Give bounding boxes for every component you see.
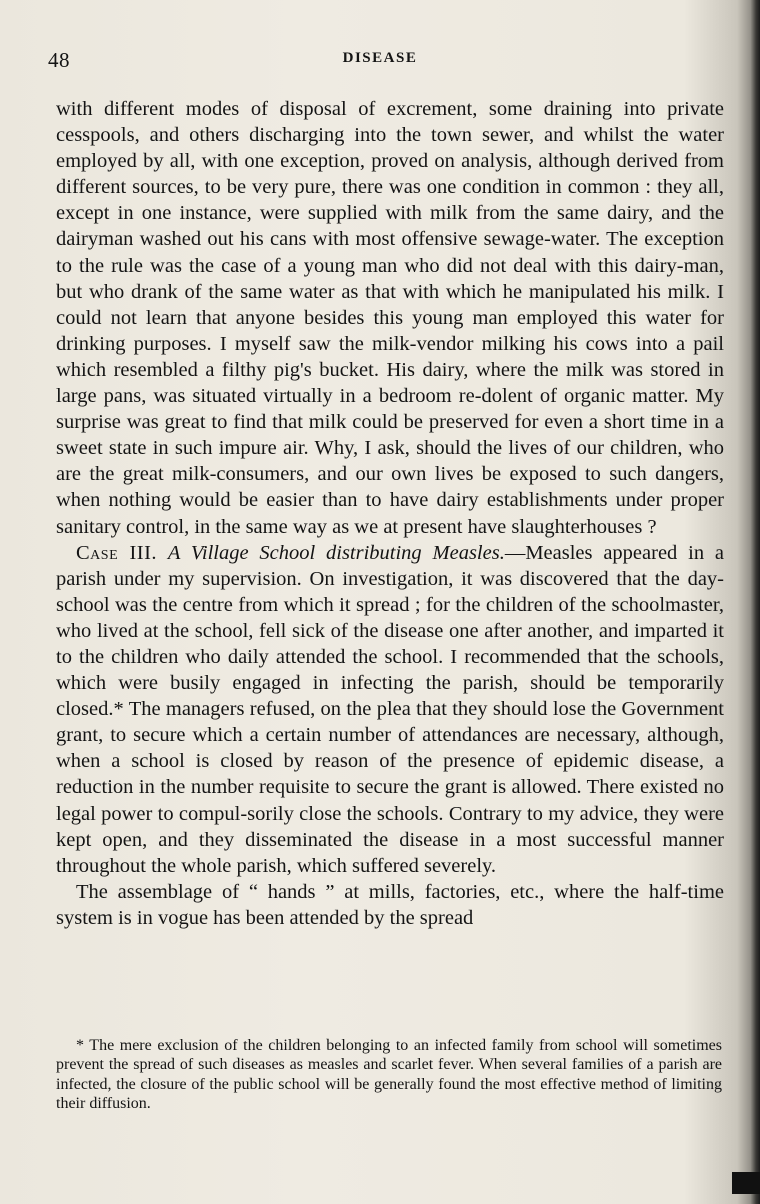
footnote (56, 1036, 722, 1114)
paragraph-case-iii (56, 540, 724, 879)
case-title: A Village School distributing Measles. (167, 541, 505, 564)
page-edge-shadow (750, 0, 760, 1204)
running-head: DISEASE (342, 50, 418, 66)
paragraph: The assemblage of “ hands ” at mills, factories, etc., where the half-time system is in vogue has been attended by the spread (56, 880, 724, 929)
binding-mark (732, 1172, 760, 1194)
paragraph-text: —Measles appeared in a parish under my supervision. On investigation, it was discovered that the day-school was the centre from which it spread ; for the children of the schoolmaster, who lived at the school, fell sick of the disease one after another, and imparted it to the children who daily attended the school. I recommended that the schools, which were busily engaged in infecting the parish, should be temporarily closed.* The managers refused, on the plea that they should lose the Government grant, to secure which a certain number of attendances are necessary, although, when a school is closed by reason of the presence of epidemic disease, a reduction in the number requisite to secure the grant is allowed. There existed no legal power to compul-sorily close the schools. Contrary to my advice, they were kept open, and they disseminated the disease in a most successful manner throughout the whole parish, which suffered severely. (56, 541, 724, 877)
paragraph: with different modes of disposal of excrement, some draining into private cesspools, and others discharging into the town sewer, and whilst the water employed by all, with one exception, proved on analysis, although derived from different sources, to be very pure, there was one condition in common : they all, except in one instance, were supplied with milk from the same dairy, and the dairyman washed out his cans with most offensive sewage-water. The exception to the rule was the case of a young man who did not deal with this dairy-man, but who drank of the same water as that with which he manipulated his milk. I could not learn that anyone besides this young man employed this water for drinking purposes. I myself saw the milk-vendor milking his cows into a pail which resembled a filthy pig's bucket. His dairy, where the milk was stored in large pans, was situated virtually in a bedroom re-dolent of organic matter. My surprise was great to find that milk could be preserved for even a short time in a sweet state in such impure air. Why, I ask, should the lives of our children, who are the great milk-consumers, and our own lives be exposed to such dangers, when nothing would be easier than to have dairy establishments under proper sanitary control, in the same way as we at present have slaughterhouses ? (56, 98, 724, 538)
body-text (56, 96, 724, 931)
case-label: Case III. (76, 541, 158, 564)
page-number: 48 (48, 48, 70, 72)
footnote-text: * The mere exclusion of the children belonging to an infected family from school will sometimes prevent the spread of such diseases as measles and scarlet fever. When several families of a parish are infected, the closure of the public school will be generally found the most effective method of limiting their diffusion. (56, 1037, 722, 1113)
page-header (0, 48, 760, 78)
